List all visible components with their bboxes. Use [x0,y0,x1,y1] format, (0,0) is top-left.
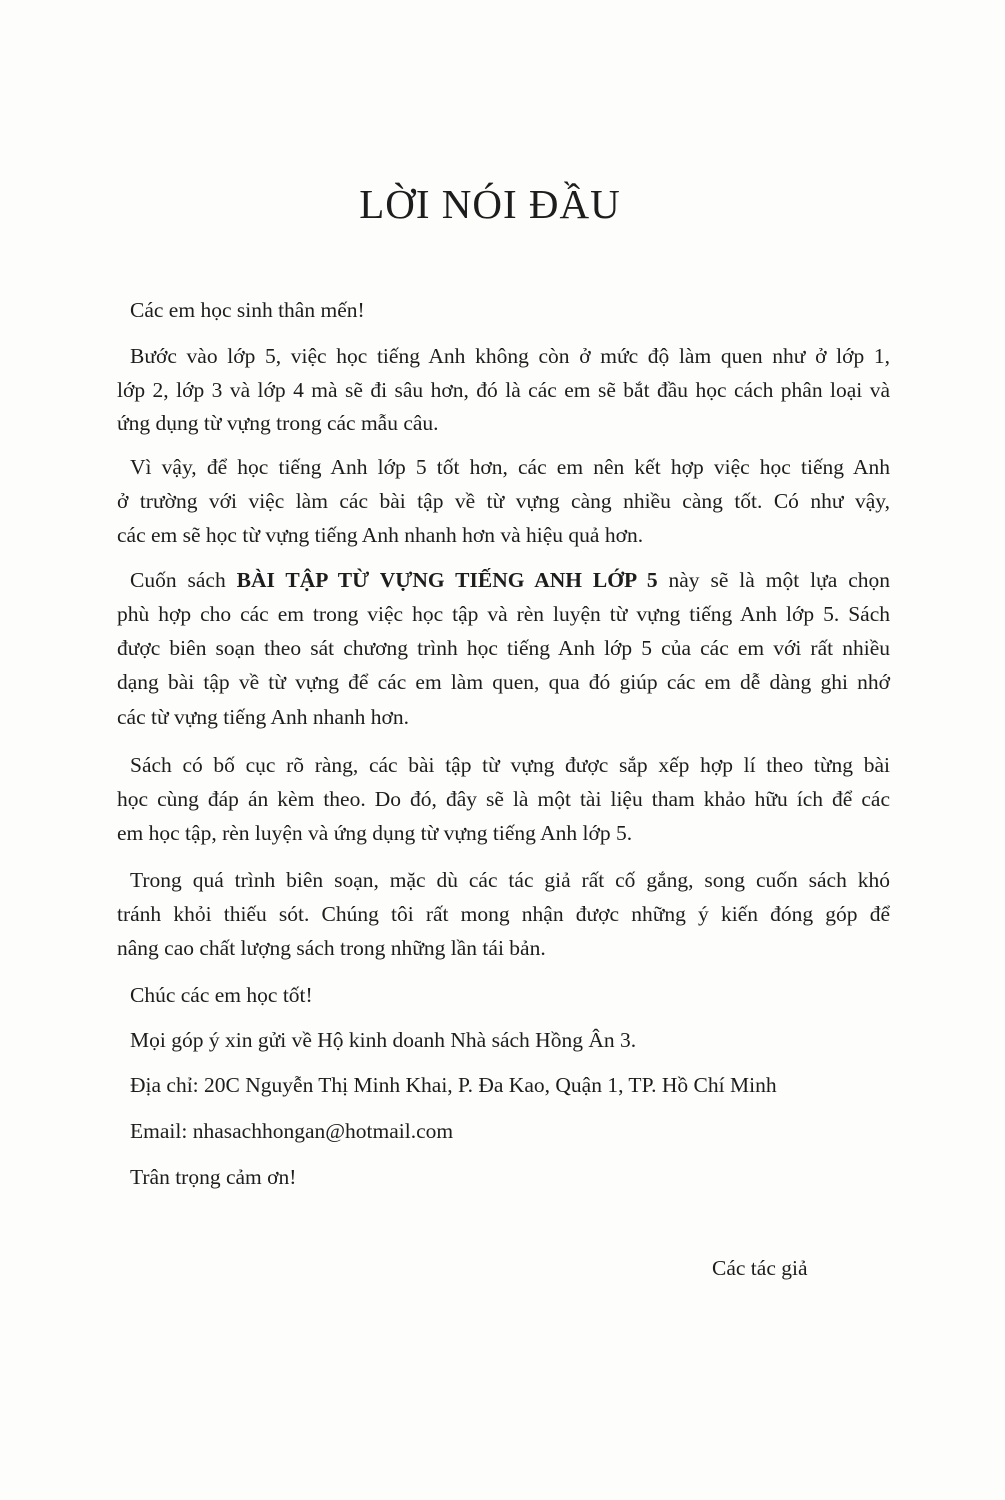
greeting: Các em học sinh thân mến! [130,298,365,322]
closing-line: Địa chỉ: 20C Nguyễn Thị Minh Khai, P. Đa Kao, Quận 1, TP. Hồ Chí Minh [130,1073,777,1097]
book-intro-prefix: Cuốn sách [130,568,237,592]
book-intro-suffix: này sẽ là một lựa chọn [657,568,890,592]
closing-line: Chúc các em học tốt! [130,983,313,1007]
paragraph-line: em học tập, rèn luyện và ứng dụng từ vựng tiếng Anh lớp 5. [117,821,633,845]
closing-line: Trân trọng cảm ơn! [130,1165,297,1189]
paragraph-line: dạng bài tập về từ vựng để các em làm quen, qua đó giúp các em dễ dàng ghi nhớ [117,670,890,694]
paragraph-line: nâng cao chất lượng sách trong những lần tái bản. [117,936,546,960]
signature: Các tác giả [712,1256,808,1280]
paragraph-line: học cùng đáp án kèm theo. Do đó, đây sẽ là một tài liệu tham khảo hữu ích để các [117,787,890,811]
paragraph-line: Bước vào lớp 5, việc học tiếng Anh không còn ở mức độ làm quen như ở lớp 1, [130,344,890,368]
paragraph-line: lớp 2, lớp 3 và lớp 4 mà sẽ đi sâu hơn, đó là các em sẽ bắt đầu học cách phân loại và [117,378,890,402]
paragraph-line: ứng dụng từ vựng trong các mẫu câu. [117,411,439,435]
paragraph-line: ở trường với việc làm các bài tập về từ vựng càng nhiều càng tốt. Có như vậy, [117,489,890,513]
closing-line: Mọi góp ý xin gửi về Hộ kinh doanh Nhà sách Hồng Ân 3. [130,1028,637,1052]
paragraph-line: Sách có bố cục rõ ràng, các bài tập từ vựng được sắp xếp hợp lí theo từng bài [130,753,890,777]
page-title: LỜI NÓI ĐẦU [359,181,621,227]
paragraph-line: các từ vựng tiếng Anh nhanh hơn. [117,705,410,729]
paragraph-line: được biên soạn theo sát chương trình học tiếng Anh lớp 5 của các em với rất nhiều [117,636,890,660]
paragraph-line: tránh khỏi thiếu sót. Chúng tôi rất mong nhận được những ý kiến đóng góp để [117,902,890,926]
paragraph-line: phù hợp cho các em trong việc học tập và rèn luyện từ vựng tiếng Anh lớp 5. Sách [117,602,890,626]
closing-email: Email: nhasachhongan@hotmail.com [130,1119,454,1143]
book-intro-line [130,566,890,594]
paragraph-line: Trong quá trình biên soạn, mặc dù các tác giả rất cố gắng, song cuốn sách khó [130,868,890,892]
paragraph-line: Vì vậy, để học tiếng Anh lớp 5 tốt hơn, các em nên kết hợp việc học tiếng Anh [130,455,890,479]
paragraph-line: các em sẽ học từ vựng tiếng Anh nhanh hơn và hiệu quả hơn. [117,523,644,547]
book-title: BÀI TẬP TỪ VỰNG TIẾNG ANH LỚP 5 [236,568,658,592]
